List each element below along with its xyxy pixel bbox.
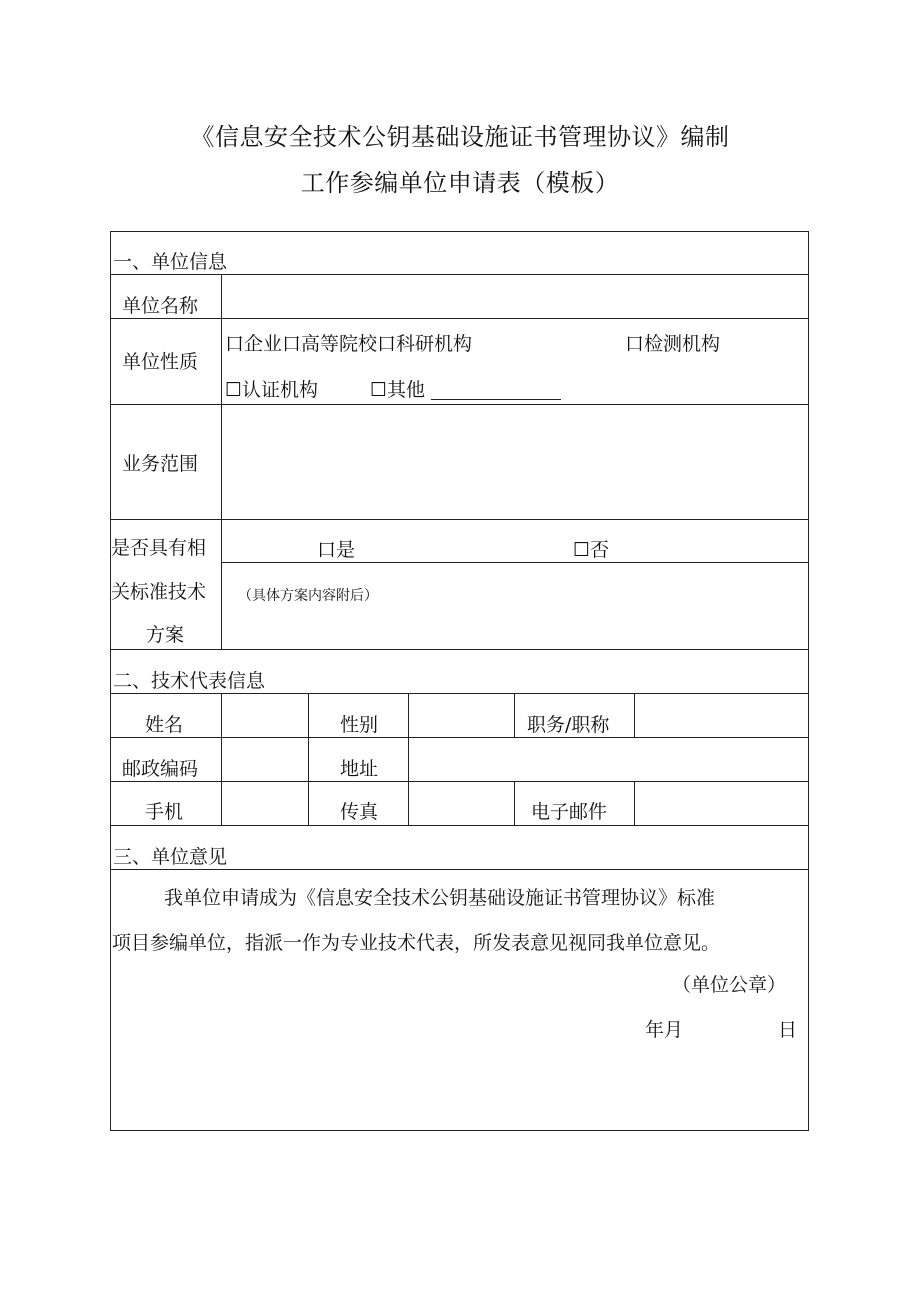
attach-note: （具体方案内容附后） <box>238 588 378 604</box>
row-line <box>110 869 809 870</box>
row-line <box>221 562 809 563</box>
name-label: 姓名 <box>145 714 184 736</box>
postcode-field[interactable] <box>222 738 308 781</box>
name-field[interactable] <box>222 694 308 737</box>
unit-type-option-certification[interactable]: ☐认证机构 <box>225 379 319 401</box>
standard-plan-no-option[interactable]: ☐否 <box>573 539 610 561</box>
section-heading-unit-info: 一、单位信息 <box>113 251 228 273</box>
row-line <box>110 825 809 826</box>
unit-name-label: 单位名称 <box>122 295 199 317</box>
statement-line-1: 我单位申请成为《信息安全技术公钥基础设施证书管理协议》标准 <box>164 887 716 909</box>
standard-plan-label-line-1: 是否具有相 <box>111 537 207 559</box>
border-right <box>808 231 809 1131</box>
column-line <box>308 693 309 825</box>
position-label: 职务/职称 <box>527 714 610 736</box>
unit-type-options-group-1[interactable]: 口企业口高等院校口科研机构 <box>225 333 473 355</box>
position-field[interactable] <box>635 694 808 737</box>
business-scope-field[interactable] <box>222 405 808 519</box>
business-scope-label: 业务范围 <box>122 453 199 475</box>
gender-field[interactable] <box>409 694 514 737</box>
form-title-line-1: 《信息安全技术公钥基础设施证书管理协议》编制 <box>190 123 730 151</box>
application-form-table <box>110 231 809 1131</box>
statement-line-2: 项目参编单位，指派一作为专业技术代表，所发表意见视同我单位意见。 <box>112 932 721 954</box>
unit-type-option-other-label: ☐其他 <box>370 379 426 401</box>
email-label: 电子邮件 <box>531 801 608 823</box>
unit-name-field[interactable] <box>222 275 808 318</box>
border-top <box>110 231 809 232</box>
row-line <box>110 649 809 650</box>
section-heading-representative: 二、技术代表信息 <box>113 670 266 692</box>
address-label: 地址 <box>340 758 379 780</box>
mobile-label: 手机 <box>145 801 184 823</box>
gender-label: 性别 <box>340 714 379 736</box>
row-line <box>110 318 809 319</box>
border-left <box>110 231 111 1131</box>
border-bottom <box>110 1130 809 1131</box>
postcode-label: 邮政编码 <box>122 758 199 780</box>
unit-type-option-testing[interactable]: 口检测机构 <box>625 333 721 355</box>
row-line <box>110 519 809 520</box>
form-title-line-2: 工作参编单位申请表（模板） <box>300 169 620 197</box>
unit-seal-note: （单位公章） <box>672 974 787 996</box>
email-field[interactable] <box>635 782 808 825</box>
date-year-month: 年月 <box>645 1019 684 1041</box>
standard-plan-yes-option[interactable]: 口是 <box>317 539 356 561</box>
other-blank-line[interactable] <box>431 382 561 400</box>
address-field[interactable] <box>409 738 808 781</box>
column-line <box>514 693 515 737</box>
fax-label: 传真 <box>340 801 379 823</box>
standard-plan-label-line-3: 方案 <box>146 624 185 646</box>
section-heading-opinion: 三、单位意见 <box>113 846 228 868</box>
column-line <box>514 781 515 825</box>
unit-type-option-other[interactable] <box>370 381 561 400</box>
mobile-field[interactable] <box>222 782 308 825</box>
standard-plan-label-line-2: 关标准技术 <box>111 581 207 603</box>
date-day: 日 <box>778 1019 798 1041</box>
unit-type-label: 单位性质 <box>122 351 199 373</box>
fax-field[interactable] <box>409 782 514 825</box>
